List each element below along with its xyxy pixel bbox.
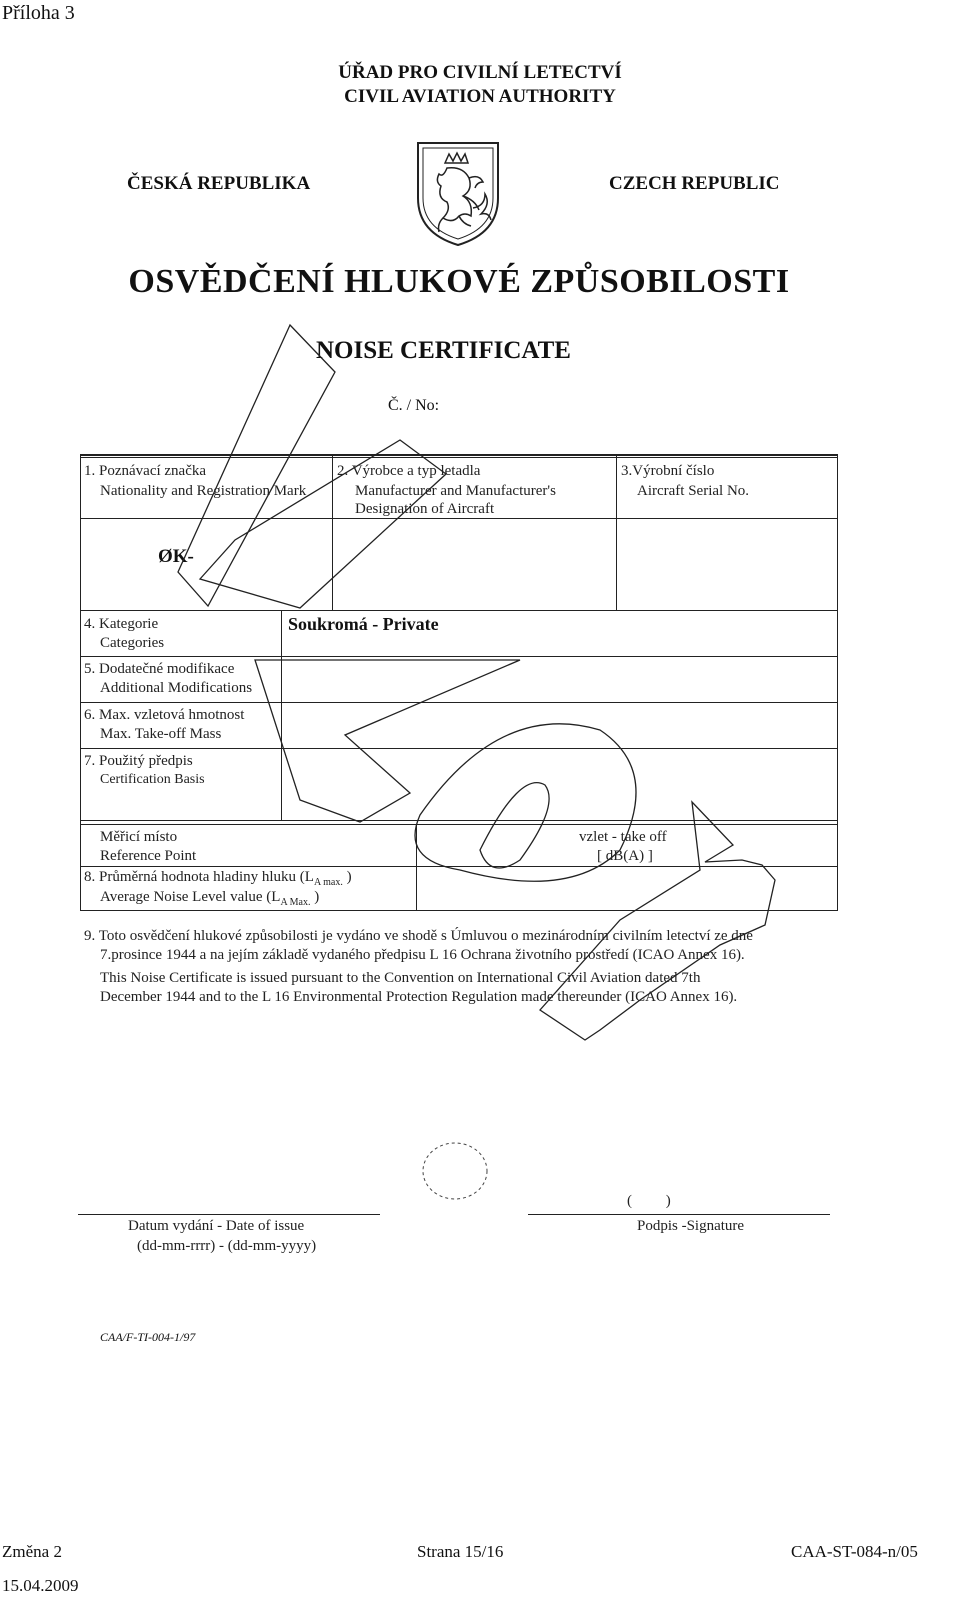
date-line [78, 1214, 380, 1215]
date-of-issue-label: Datum vydání - Date of issue [128, 1218, 305, 1234]
field-8-label-en: Average Noise Level value ($L_{A Max.}$ ) [100, 889, 320, 908]
category-value: Soukromá - Private [288, 614, 439, 634]
specimen-letter-o-outer [255, 660, 520, 822]
field-4-label-en: Categories [100, 635, 165, 651]
date-format-label: (dd-mm-rrrr) - (dd-mm-yyyy) [137, 1238, 317, 1254]
db-unit-label: [ dB(A) ] [597, 848, 653, 864]
takeoff-label: vzlet - take off [579, 829, 667, 845]
field-3-label-cz: 3.Výrobní číslo [621, 463, 715, 479]
country-cz: ČESKÁ REPUBLIKA [127, 173, 311, 194]
field-2-label-en-2: Designation of Aircraft [355, 501, 495, 517]
reference-point-label-en: Reference Point [100, 848, 197, 864]
field-1-label-cz: 1. Poznávací značka [84, 463, 207, 479]
authority-en: CIVIL AVIATION AUTHORITY [344, 86, 616, 107]
annex-label: Příloha 3 [2, 2, 75, 24]
title-en: NOISE CERTIFICATE [316, 337, 571, 364]
field-3-label-en: Aircraft Serial No. [637, 483, 750, 499]
footer-date: 15.04.2009 [2, 1576, 79, 1595]
field-7-label-en: Certification Basis [100, 772, 205, 787]
statement-en-line-1: This Noise Certificate is issued pursuant to the Convention on International Civil Aviation dated 7th [100, 970, 701, 986]
form-code: CAA/F-TI-004-1/97 [100, 1330, 196, 1344]
statement-en-line-2: December 1944 and to the L 16 Environmental Protection Regulation made thereunder (ICAO Annex 16). [100, 989, 738, 1005]
specimen-letter-o-inner [480, 783, 549, 868]
certificate-number-label: Č. / No: [388, 397, 440, 414]
field-4-label-cz: 4. Kategorie [84, 616, 159, 632]
authority-cz: ÚŘAD PRO CIVILNÍ LETECTVÍ [338, 62, 622, 83]
footer-page: Strana 15/16 [417, 1542, 504, 1561]
field-7-label-cz: 7. Použitý předpis [84, 753, 193, 769]
statement-cz-line-1: 9. Toto osvědčení hlukové způsobilosti je vydáno ve shodě s Úmluvou o mezinárodním civilním letectví ze dne [84, 928, 753, 944]
signature-line [528, 1214, 830, 1215]
country-en: CZECH REPUBLIC [609, 173, 780, 194]
title-cz: OSVĚDČENÍ HLUKOVÉ ZPŮSOBILOSTI [128, 263, 790, 300]
field-2-label-en-1: Manufacturer and Manufacturer's [355, 483, 556, 499]
field-8-label-cz: 8. Průměrná hodnota hladiny hluku ($L_{A max.}$ ) [84, 869, 352, 888]
field-6-label-cz: 6. Max. vzletová hmotnost [84, 707, 245, 723]
signature-label: Podpis -Signature [637, 1218, 745, 1234]
field-5-label-en: Additional Modifications [100, 680, 253, 696]
stamp-placeholder-circle [420, 1140, 490, 1202]
field-6-label-en: Max. Take-off Mass [100, 726, 222, 742]
field-2-label-cz: 2. Výrobce a typ letadla [337, 463, 481, 479]
field-5-label-cz: 5. Dodatečné modifikace [84, 661, 235, 677]
registration-mark-value: ØK- [158, 546, 194, 567]
field-1-label-en: Nationality and Registration Mark [100, 483, 307, 499]
signature-paren: ( ) [627, 1193, 671, 1209]
footer-doc-code: CAA-ST-084-n/05 [791, 1542, 918, 1561]
statement-cz-line-2: 7.prosince 1944 a na jejím základě vydaného předpisu L 16 Ochrana životního prostředí (ICAO Annex 16). [100, 947, 745, 963]
footer-change: Změna 2 [2, 1542, 62, 1561]
coat-of-arms-icon [413, 138, 503, 248]
reference-point-label-cz: Měřicí místo [100, 829, 178, 845]
